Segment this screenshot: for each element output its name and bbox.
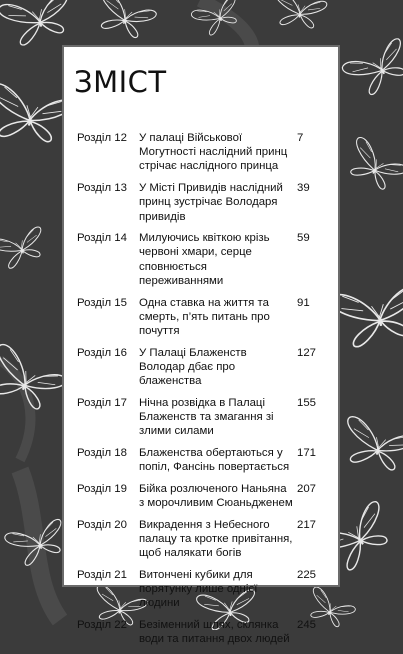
toc-page-number: 245 xyxy=(297,618,317,631)
toc-chapter-title: Нічна розвідка в Палаці Блаженств та змагання зі злими силами xyxy=(139,396,274,438)
toc-chapter-title: Безіменний шлях, склянка води та питання двох людей xyxy=(139,618,290,646)
toc-entry[interactable] xyxy=(77,518,329,561)
toc-page-number: 171 xyxy=(297,446,317,459)
toc-page-number: 207 xyxy=(297,482,317,495)
toc-chapter-number: Розділ 12 xyxy=(77,132,127,144)
toc-chapter-number: Розділ 16 xyxy=(77,346,127,359)
toc-entry[interactable] xyxy=(77,396,329,439)
toc-page-number: 217 xyxy=(297,518,317,531)
table-of-contents xyxy=(77,131,329,654)
toc-chapter-number: Розділ 15 xyxy=(77,296,127,309)
toc-chapter-title: У палаці Військової Могутності наслідний принц стрічає наслідного принца xyxy=(139,132,288,173)
toc-entry[interactable] xyxy=(77,346,329,389)
toc-entry[interactable] xyxy=(77,446,329,474)
toc-page-number: 155 xyxy=(297,396,317,409)
toc-chapter-title: Милуючись квіткою крізь червоні хмари, серце сповнюється переживаннями xyxy=(139,232,270,287)
toc-chapter-number: Розділ 18 xyxy=(77,446,127,459)
toc-chapter-number: Розділ 21 xyxy=(77,568,127,581)
toc-page-number: 225 xyxy=(297,568,317,581)
toc-chapter-title: У Палаці Блаженств Володар дбає про блаженства xyxy=(139,346,247,388)
toc-chapter-title: Бійка розлюченого Наньяна з морочливим Сюаньдженем xyxy=(139,482,293,509)
toc-page-number: 91 xyxy=(297,296,310,309)
toc-page-number: 7 xyxy=(297,132,304,144)
toc-chapter-title: Блаженства обертаються у попіл, Фансінь повертається xyxy=(139,446,290,474)
toc-chapter-title: У Місті Привидів наслідний принц зустрічає Володаря привидів xyxy=(139,182,283,223)
toc-chapter-title: Одна ставка на життя та смерть, п’ять питань про почуття xyxy=(139,296,270,337)
toc-entry[interactable] xyxy=(77,482,329,510)
toc-page-number: 39 xyxy=(297,182,310,195)
toc-entry[interactable] xyxy=(77,568,329,611)
toc-entry[interactable] xyxy=(77,618,329,646)
toc-page-number: 127 xyxy=(297,346,317,359)
toc-chapter-number: Розділ 14 xyxy=(77,232,127,245)
toc-entry[interactable] xyxy=(77,131,329,174)
contents-panel xyxy=(62,45,340,646)
toc-chapter-number: Розділ 20 xyxy=(77,518,127,531)
toc-entry[interactable] xyxy=(77,231,329,288)
toc-page-number: 59 xyxy=(297,232,310,245)
toc-chapter-title: Викрадення з Небесного палацу та кротке привітання, щоб налякати богів xyxy=(139,518,293,560)
toc-chapter-number: Розділ 22 xyxy=(77,618,127,631)
toc-chapter-number: Розділ 19 xyxy=(77,482,127,495)
toc-chapter-number: Розділ 13 xyxy=(77,182,127,195)
toc-entry[interactable] xyxy=(77,181,329,224)
toc-chapter-title: Витончені кубики для порятунку лише однієї людини xyxy=(139,568,258,610)
toc-entry[interactable] xyxy=(77,296,329,339)
toc-chapter-number: Розділ 17 xyxy=(77,396,127,409)
page-title: ЗМІСТ xyxy=(74,65,167,99)
